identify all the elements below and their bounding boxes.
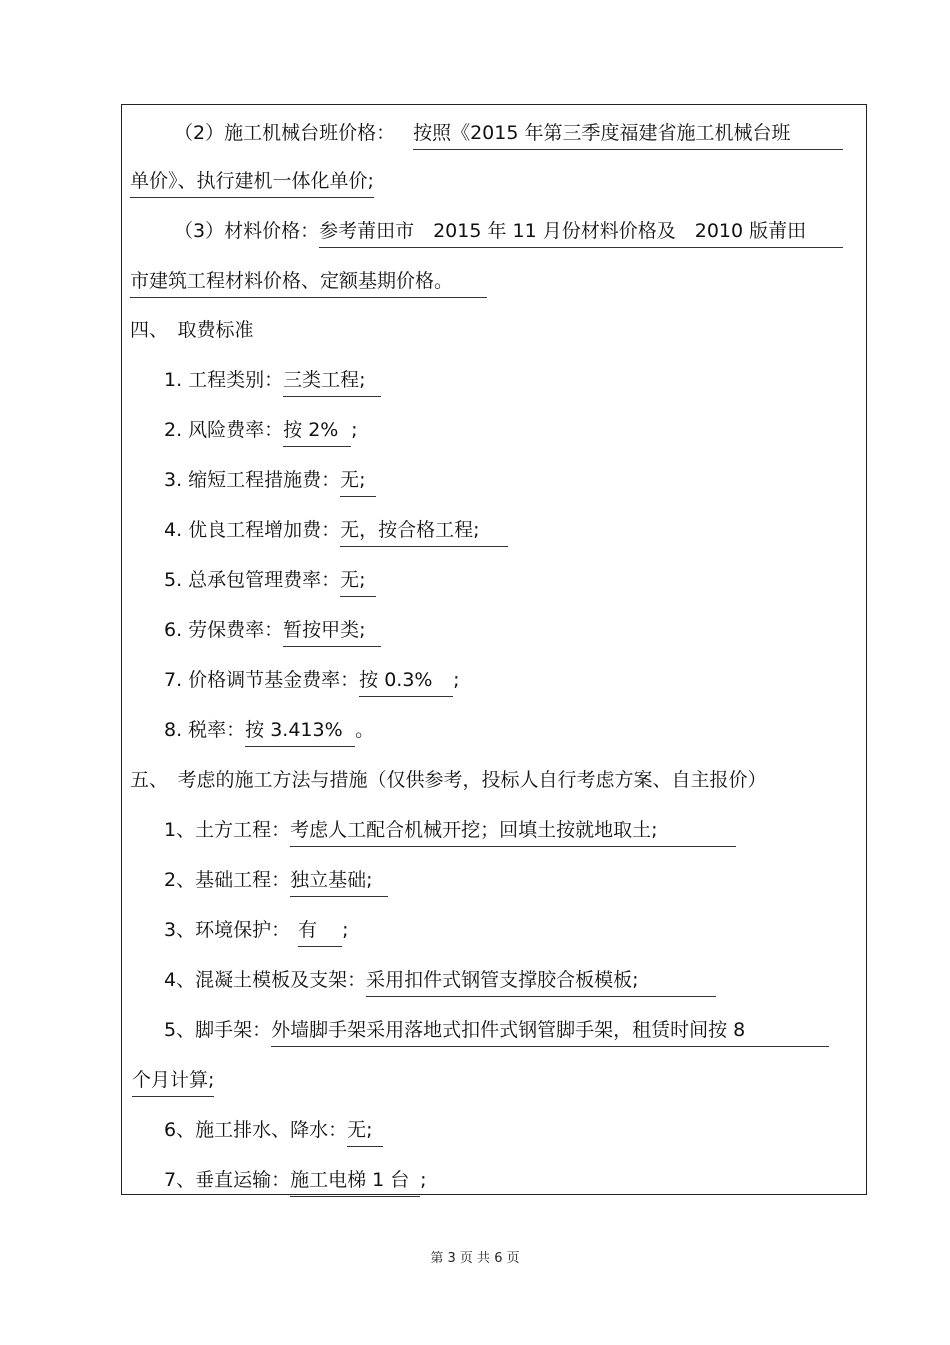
fee-item-7: 7. 价格调节基金费率：按 0.3%; [164, 669, 460, 691]
method-item-3: 3、环境保护：有; [164, 919, 349, 941]
document-frame [121, 104, 867, 1195]
item-machine-price [122, 121, 843, 145]
fee-item-4: 4. 优良工程增加费：无，按合格工程; [122, 518, 508, 542]
section-heading-fees: 四、 取费标准 [130, 319, 254, 341]
method-item-6: 6、施工排水、降水：无; [122, 1118, 383, 1142]
fee-item-5: 5. 总承包管理费率：无; [122, 568, 376, 592]
fee-item-2: 2. 风险费率：按 2%; [164, 419, 358, 441]
label: （3）材料价格： [174, 220, 320, 242]
fee-item-3: 3. 缩短工程措施费：无; [122, 468, 376, 492]
label: （2）施工机械台班价格： [174, 122, 396, 144]
section-heading-methods: 五、 考虑的施工方法与措施（仅供参考，投标人自行考虑方案、自主报价） [130, 769, 767, 791]
value: 单价》、执行建机一体化单价; [130, 170, 374, 192]
fee-item-8: 8. 税率：按 3.413%。 [164, 719, 375, 741]
item-material-price-cont [130, 269, 487, 293]
fee-item-6: 6. 劳保费率：暂按甲类; [122, 618, 381, 642]
value: 按照《2015 年第三季度福建省施工机械台班 [413, 121, 843, 145]
method-item-5: 5、脚手架：外墙脚手架采用落地式扣件式钢管脚手架，租赁时间按 8 [122, 1018, 829, 1042]
method-item-1: 1、土方工程：考虑人工配合机械开挖；回填土按就地取土; [122, 818, 736, 842]
method-item-4: 4、混凝土模板及支架：采用扣件式钢管支撑胶合板模板; [122, 968, 716, 992]
page-footer: 第 3 页 共 6 页 [430, 1251, 520, 1266]
item-machine-price-cont [130, 169, 374, 193]
value: 参考莆田市 2015 年 11 月份材料价格及 2010 版莆田 [319, 219, 843, 243]
method-item-2: 2、基础工程：独立基础; [122, 868, 388, 892]
value: 市建筑工程材料价格、定额基期价格。 [130, 269, 487, 293]
method-item-7: 7、垂直运输：施工电梯 1 台 ; [164, 1169, 427, 1191]
item-material-price [122, 219, 843, 243]
method-item-5-cont: 个月计算; [132, 1069, 215, 1091]
fee-item-1: 1. 工程类别：三类工程; [122, 368, 381, 392]
